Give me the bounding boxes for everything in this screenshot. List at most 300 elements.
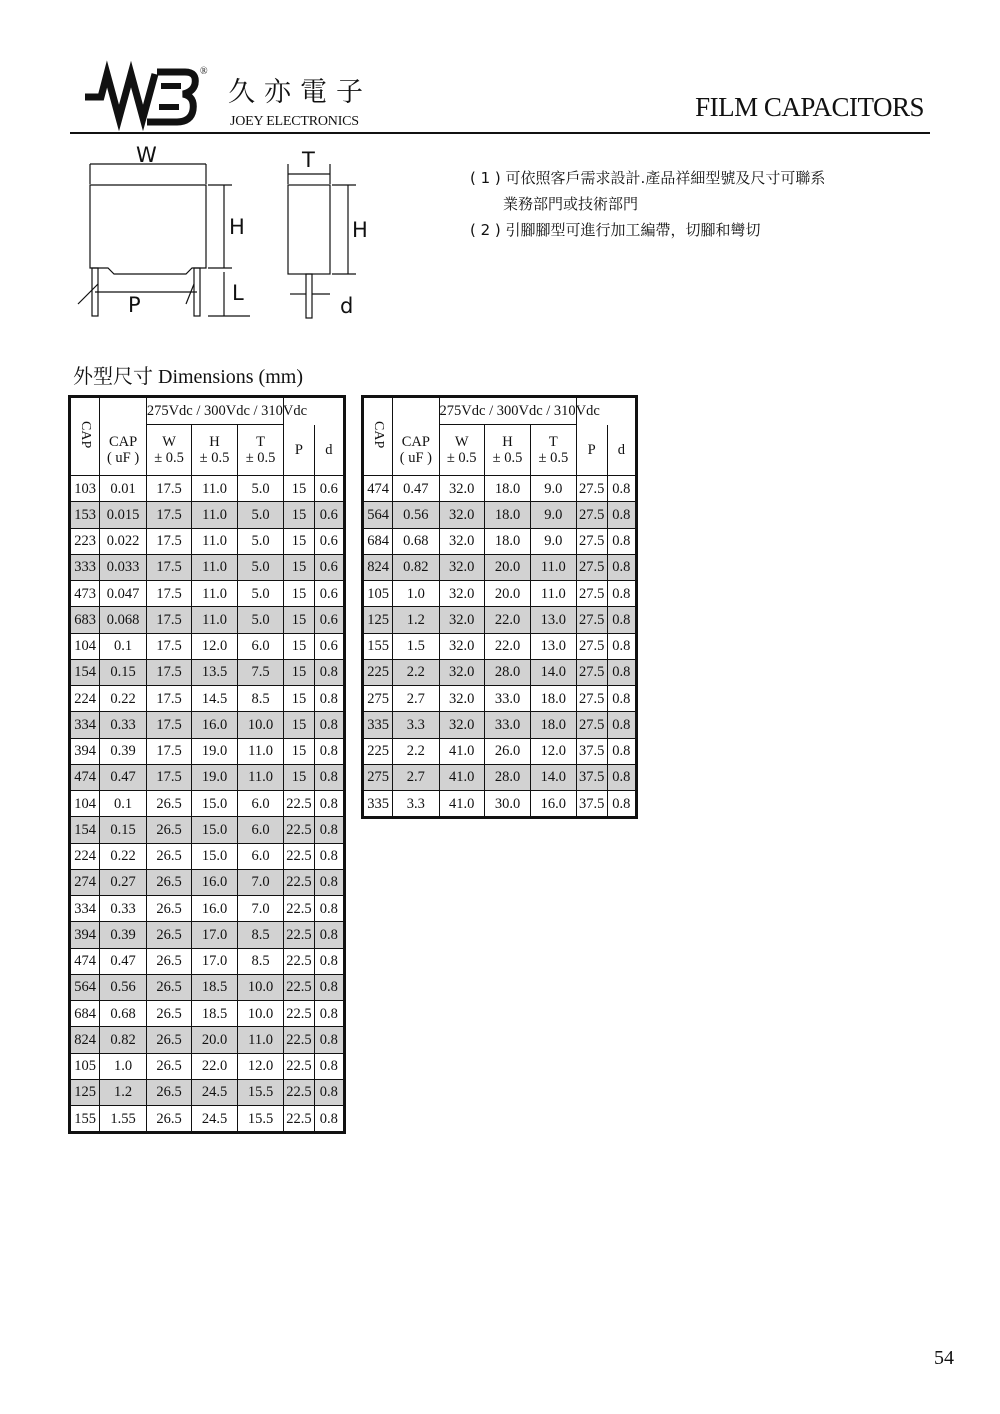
cell-pitch: 15: [284, 738, 314, 764]
table-row: [363, 607, 637, 633]
cell-pitch: 22.5: [284, 974, 314, 1000]
cell-lead-diameter: 0.8: [314, 869, 344, 895]
cell-width: 32.0: [439, 554, 484, 580]
header-rule: [70, 132, 930, 134]
cell-thickness: 6.0: [237, 817, 284, 843]
cell-cap-code: 334: [70, 712, 100, 738]
diagram-label-side-h: H: [352, 218, 368, 242]
cell-lead-diameter: 0.8: [314, 1027, 344, 1053]
table-row: [70, 686, 345, 712]
cell-lead-diameter: 0.8: [314, 817, 344, 843]
cell-width: 17.5: [146, 554, 191, 580]
cell-cap-code: 225: [363, 738, 393, 764]
document-title: FILM CAPACITORS: [695, 92, 924, 122]
cell-capacitance: 0.47: [100, 948, 147, 974]
cell-height: 15.0: [192, 791, 237, 817]
cell-thickness: 14.0: [531, 659, 576, 685]
cell-height: 28.0: [484, 764, 530, 790]
cell-capacitance: 0.39: [100, 738, 147, 764]
table-row: [363, 712, 637, 738]
table-row: [70, 502, 345, 528]
cell-capacitance: 0.27: [100, 869, 147, 895]
cell-cap-code: 155: [363, 633, 393, 659]
header-p: P: [576, 425, 607, 476]
page-number: 54: [934, 1347, 954, 1369]
cell-capacitance: 0.56: [100, 974, 147, 1000]
cell-lead-diameter: 0.8: [314, 659, 344, 685]
cell-thickness: 6.0: [237, 791, 284, 817]
cell-height: 18.0: [484, 502, 530, 528]
cell-lead-diameter: 0.8: [314, 948, 344, 974]
cell-height: 16.0: [192, 896, 237, 922]
cell-thickness: 9.0: [531, 502, 576, 528]
cell-thickness: 12.0: [237, 1053, 284, 1079]
cell-cap-code: 225: [363, 659, 393, 685]
cell-thickness: 7.5: [237, 659, 284, 685]
cell-thickness: 9.0: [531, 476, 576, 502]
cell-width: 32.0: [439, 528, 484, 554]
cell-lead-diameter: 0.6: [314, 502, 344, 528]
cell-cap-code: 224: [70, 686, 100, 712]
cell-pitch: 27.5: [576, 712, 607, 738]
cell-thickness: 9.0: [531, 528, 576, 554]
cell-cap-code: 474: [70, 764, 100, 790]
cell-cap-code: 223: [70, 528, 100, 554]
cell-cap-code: 104: [70, 791, 100, 817]
cell-cap-code: 683: [70, 607, 100, 633]
cell-cap-code: 224: [70, 843, 100, 869]
cell-pitch: 37.5: [576, 764, 607, 790]
cell-width: 32.0: [439, 712, 484, 738]
table-row: [70, 817, 345, 843]
cell-cap-code: 105: [70, 1053, 100, 1079]
cell-thickness: 10.0: [237, 974, 284, 1000]
table-row: [70, 581, 345, 607]
table-row: [363, 633, 637, 659]
cell-lead-diameter: 0.6: [314, 633, 344, 659]
cell-thickness: 5.0: [237, 476, 284, 502]
cell-lead-diameter: 0.8: [314, 896, 344, 922]
table-row: [70, 791, 345, 817]
cell-width: 26.5: [146, 948, 191, 974]
cell-width: 41.0: [439, 791, 484, 818]
diagram-label-h: H: [229, 215, 245, 239]
cell-width: 32.0: [439, 581, 484, 607]
cell-capacitance: 1.0: [393, 581, 439, 607]
cell-capacitance: 0.01: [100, 476, 147, 502]
cell-lead-diameter: 0.6: [314, 476, 344, 502]
cell-lead-diameter: 0.8: [607, 791, 636, 818]
cell-pitch: 27.5: [576, 607, 607, 633]
cell-pitch: 15: [284, 476, 314, 502]
cell-width: 26.5: [146, 843, 191, 869]
cell-lead-diameter: 0.8: [314, 974, 344, 1000]
cell-thickness: 5.0: [237, 554, 284, 580]
cell-height: 15.0: [192, 843, 237, 869]
cell-thickness: 10.0: [237, 1001, 284, 1027]
cell-thickness: 6.0: [237, 633, 284, 659]
table-row: [70, 948, 345, 974]
cell-width: 26.5: [146, 1079, 191, 1105]
cell-thickness: 15.5: [237, 1106, 284, 1133]
cell-capacitance: 0.15: [100, 659, 147, 685]
cell-width: 26.5: [146, 869, 191, 895]
header-voltage: 275Vdc / 300Vdc / 310Vdc: [146, 397, 284, 425]
table-row: [70, 476, 345, 502]
cell-cap-code: 154: [70, 817, 100, 843]
cell-capacitance: 0.068: [100, 607, 147, 633]
cell-pitch: 15: [284, 633, 314, 659]
cell-pitch: 22.5: [284, 948, 314, 974]
cell-lead-diameter: 0.8: [314, 922, 344, 948]
header-cap-code: CAP: [363, 397, 393, 476]
cell-height: 19.0: [192, 738, 237, 764]
cell-height: 12.0: [192, 633, 237, 659]
header-p: P: [284, 425, 314, 476]
header-d: d: [607, 425, 636, 476]
cell-height: 18.5: [192, 1001, 237, 1027]
cell-thickness: 6.0: [237, 843, 284, 869]
cell-width: 26.5: [146, 1053, 191, 1079]
cell-width: 26.5: [146, 791, 191, 817]
cell-thickness: 5.0: [237, 502, 284, 528]
cell-lead-diameter: 0.8: [607, 712, 636, 738]
cell-pitch: 27.5: [576, 528, 607, 554]
cell-cap-code: 105: [363, 581, 393, 607]
cell-height: 13.5: [192, 659, 237, 685]
table-row: [363, 791, 637, 818]
cell-width: 32.0: [439, 502, 484, 528]
cell-thickness: 5.0: [237, 528, 284, 554]
table-row: [70, 922, 345, 948]
cell-thickness: 11.0: [237, 1027, 284, 1053]
cell-capacitance: 0.022: [100, 528, 147, 554]
cell-cap-code: 335: [363, 791, 393, 818]
cell-pitch: 22.5: [284, 869, 314, 895]
cell-width: 32.0: [439, 607, 484, 633]
header-cap-code: CAP: [70, 397, 100, 476]
header-w: W ± 0.5: [439, 425, 484, 476]
table-row: [70, 738, 345, 764]
header-blank: [100, 397, 147, 425]
cell-lead-diameter: 0.8: [607, 764, 636, 790]
brand-name-chinese: 久亦電子: [228, 77, 372, 108]
cell-height: 20.0: [484, 554, 530, 580]
cell-pitch: 22.5: [284, 817, 314, 843]
cell-width: 32.0: [439, 686, 484, 712]
cell-lead-diameter: 0.8: [314, 791, 344, 817]
cell-cap-code: 564: [363, 502, 393, 528]
cell-cap-code: 154: [70, 659, 100, 685]
table-row: [70, 659, 345, 685]
cell-width: 26.5: [146, 1106, 191, 1133]
note-2: ( 2 ) 引腳腳型可進行加工編帶，切腳和彎切: [470, 221, 761, 239]
cell-width: 17.5: [146, 633, 191, 659]
cell-capacitance: 0.33: [100, 896, 147, 922]
cell-height: 16.0: [192, 869, 237, 895]
cell-height: 26.0: [484, 738, 530, 764]
cell-lead-diameter: 0.8: [314, 686, 344, 712]
table-row: [70, 1106, 345, 1133]
cell-capacitance: 2.2: [393, 659, 439, 685]
cell-lead-diameter: 0.6: [314, 528, 344, 554]
cell-lead-diameter: 0.8: [607, 659, 636, 685]
cell-pitch: 27.5: [576, 659, 607, 685]
cell-cap-code: 394: [70, 922, 100, 948]
section-title: 外型尺寸 Dimensions (mm): [73, 366, 303, 388]
capacitor-dimension-diagram: [68, 142, 388, 332]
cell-width: 26.5: [146, 1001, 191, 1027]
cell-capacitance: 0.22: [100, 843, 147, 869]
table-row: [70, 764, 345, 790]
cell-width: 17.5: [146, 686, 191, 712]
cell-height: 18.5: [192, 974, 237, 1000]
table-row: [363, 764, 637, 790]
cell-capacitance: 0.15: [100, 817, 147, 843]
table-row: [363, 738, 637, 764]
cell-width: 17.5: [146, 502, 191, 528]
cell-cap-code: 474: [70, 948, 100, 974]
cell-pitch: 37.5: [576, 791, 607, 818]
cell-capacitance: 0.047: [100, 581, 147, 607]
cell-width: 32.0: [439, 659, 484, 685]
diagram-label-p: P: [128, 293, 141, 317]
cell-thickness: 7.0: [237, 896, 284, 922]
cell-thickness: 14.0: [531, 764, 576, 790]
cell-capacitance: 1.2: [100, 1079, 147, 1105]
cell-height: 22.0: [484, 607, 530, 633]
cell-capacitance: 0.56: [393, 502, 439, 528]
cell-width: 17.5: [146, 738, 191, 764]
table-row: [363, 528, 637, 554]
cell-capacitance: 0.82: [100, 1027, 147, 1053]
cell-capacitance: 0.68: [100, 1001, 147, 1027]
cell-height: 16.0: [192, 712, 237, 738]
diagram-label-t: T: [302, 148, 315, 172]
cell-height: 20.0: [192, 1027, 237, 1053]
cell-capacitance: 3.3: [393, 712, 439, 738]
cell-width: 17.5: [146, 607, 191, 633]
cell-height: 33.0: [484, 712, 530, 738]
cell-width: 26.5: [146, 896, 191, 922]
cell-pitch: 22.5: [284, 843, 314, 869]
cell-cap-code: 103: [70, 476, 100, 502]
cell-lead-diameter: 0.8: [607, 554, 636, 580]
cell-height: 18.0: [484, 476, 530, 502]
cell-capacitance: 1.2: [393, 607, 439, 633]
cell-lead-diameter: 0.6: [314, 581, 344, 607]
diagram-label-d: d: [340, 294, 354, 318]
table-row: [70, 1053, 345, 1079]
cell-height: 30.0: [484, 791, 530, 818]
cell-capacitance: 0.68: [393, 528, 439, 554]
cell-pitch: 15: [284, 502, 314, 528]
cell-height: 11.0: [192, 502, 237, 528]
cell-lead-diameter: 0.8: [607, 607, 636, 633]
cell-thickness: 16.0: [531, 791, 576, 818]
cell-width: 17.5: [146, 659, 191, 685]
cell-cap-code: 125: [363, 607, 393, 633]
cell-pitch: 15: [284, 581, 314, 607]
cell-width: 41.0: [439, 764, 484, 790]
cell-lead-diameter: 0.8: [314, 1001, 344, 1027]
cell-capacitance: 0.1: [100, 791, 147, 817]
table-row: [70, 607, 345, 633]
cell-lead-diameter: 0.8: [607, 581, 636, 607]
cell-width: 26.5: [146, 817, 191, 843]
cell-cap-code: 104: [70, 633, 100, 659]
cell-capacitance: 3.3: [393, 791, 439, 818]
cell-capacitance: 2.7: [393, 686, 439, 712]
table-row: [363, 659, 637, 685]
cell-width: 17.5: [146, 476, 191, 502]
cell-height: 11.0: [192, 528, 237, 554]
cell-height: 24.5: [192, 1079, 237, 1105]
cell-pitch: 27.5: [576, 502, 607, 528]
cell-lead-diameter: 0.8: [607, 502, 636, 528]
cell-height: 11.0: [192, 476, 237, 502]
cell-lead-diameter: 0.8: [314, 1079, 344, 1105]
registered-mark: ®: [200, 66, 208, 77]
cell-thickness: 8.5: [237, 948, 284, 974]
cell-width: 17.5: [146, 528, 191, 554]
cell-capacitance: 0.033: [100, 554, 147, 580]
note-1: ( 1 ) 可依照客戶需求設計.產品祥細型號及尺寸可聯系: [470, 169, 826, 187]
header-d: d: [314, 425, 344, 476]
cell-capacitance: 0.015: [100, 502, 147, 528]
diagram-label-l: L: [232, 281, 244, 305]
cell-capacitance: 0.33: [100, 712, 147, 738]
cell-height: 28.0: [484, 659, 530, 685]
cell-height: 20.0: [484, 581, 530, 607]
cell-thickness: 11.0: [531, 554, 576, 580]
table-row: [70, 869, 345, 895]
cell-cap-code: 394: [70, 738, 100, 764]
cell-pitch: 22.5: [284, 1027, 314, 1053]
cell-thickness: 12.0: [531, 738, 576, 764]
table-row: [363, 502, 637, 528]
cell-lead-diameter: 0.8: [607, 738, 636, 764]
cell-pitch: 27.5: [576, 686, 607, 712]
cell-thickness: 8.5: [237, 686, 284, 712]
cell-cap-code: 474: [363, 476, 393, 502]
cell-height: 19.0: [192, 764, 237, 790]
table-row: [70, 1001, 345, 1027]
cell-cap-code: 275: [363, 764, 393, 790]
cell-lead-diameter: 0.8: [314, 1053, 344, 1079]
cell-capacitance: 0.39: [100, 922, 147, 948]
cell-pitch: 22.5: [284, 1001, 314, 1027]
cell-height: 17.0: [192, 922, 237, 948]
cell-cap-code: 684: [70, 1001, 100, 1027]
cell-lead-diameter: 0.8: [607, 633, 636, 659]
cell-pitch: 22.5: [284, 1053, 314, 1079]
cell-lead-diameter: 0.6: [314, 554, 344, 580]
cell-capacitance: 1.55: [100, 1106, 147, 1133]
cell-lead-diameter: 0.8: [314, 843, 344, 869]
cell-cap-code: 274: [70, 869, 100, 895]
cell-thickness: 15.5: [237, 1079, 284, 1105]
cell-capacitance: 1.5: [393, 633, 439, 659]
cell-width: 17.5: [146, 712, 191, 738]
cell-height: 18.0: [484, 528, 530, 554]
cell-thickness: 11.0: [531, 581, 576, 607]
table-row: [363, 476, 637, 502]
cell-height: 17.0: [192, 948, 237, 974]
notes: [470, 165, 825, 243]
cell-cap-code: 824: [70, 1027, 100, 1053]
cell-thickness: 11.0: [237, 738, 284, 764]
cell-width: 17.5: [146, 581, 191, 607]
table-body-right: [363, 476, 637, 818]
cell-width: 26.5: [146, 974, 191, 1000]
cell-height: 11.0: [192, 581, 237, 607]
joey-logo-icon: [85, 66, 210, 128]
cell-capacitance: 1.0: [100, 1053, 147, 1079]
cell-width: 26.5: [146, 1027, 191, 1053]
cell-cap-code: 335: [363, 712, 393, 738]
header-w: W ± 0.5: [146, 425, 191, 476]
cell-cap-code: 564: [70, 974, 100, 1000]
cell-pitch: 27.5: [576, 633, 607, 659]
cell-pitch: 15: [284, 607, 314, 633]
header-h: H ± 0.5: [192, 425, 237, 476]
header-h: H ± 0.5: [484, 425, 530, 476]
cell-height: 15.0: [192, 817, 237, 843]
cell-width: 17.5: [146, 764, 191, 790]
table-row: [70, 843, 345, 869]
cell-pitch: 15: [284, 528, 314, 554]
cell-lead-diameter: 0.8: [607, 476, 636, 502]
table-row: [70, 1079, 345, 1105]
header-t: T ± 0.5: [237, 425, 284, 476]
cell-cap-code: 334: [70, 896, 100, 922]
cell-thickness: 10.0: [237, 712, 284, 738]
header-cap: CAP ( uF ): [100, 425, 147, 476]
diagram-label-w: W: [136, 143, 157, 167]
cell-pitch: 22.5: [284, 791, 314, 817]
table-row: [70, 554, 345, 580]
cell-pitch: 22.5: [284, 1106, 314, 1133]
cell-capacitance: 0.22: [100, 686, 147, 712]
cell-pitch: 22.5: [284, 896, 314, 922]
dimensions-table-left: [68, 395, 346, 1134]
table-row: [70, 712, 345, 738]
cell-pitch: 37.5: [576, 738, 607, 764]
table-row: [363, 554, 637, 580]
cell-width: 32.0: [439, 633, 484, 659]
cell-thickness: 13.0: [531, 633, 576, 659]
cell-width: 26.5: [146, 922, 191, 948]
table-row: [70, 974, 345, 1000]
cell-pitch: 27.5: [576, 581, 607, 607]
note-1-continued: 業務部門或技術部門: [503, 195, 639, 213]
cell-pitch: 15: [284, 659, 314, 685]
cell-height: 24.5: [192, 1106, 237, 1133]
cell-cap-code: 824: [363, 554, 393, 580]
cell-height: 11.0: [192, 554, 237, 580]
table-row: [70, 896, 345, 922]
cell-cap-code: 684: [363, 528, 393, 554]
cell-lead-diameter: 0.8: [607, 686, 636, 712]
table-row: [363, 686, 637, 712]
cell-thickness: 7.0: [237, 869, 284, 895]
cell-cap-code: 153: [70, 502, 100, 528]
cell-thickness: 18.0: [531, 712, 576, 738]
table-row: [70, 1027, 345, 1053]
cell-capacitance: 0.1: [100, 633, 147, 659]
cell-capacitance: 2.2: [393, 738, 439, 764]
